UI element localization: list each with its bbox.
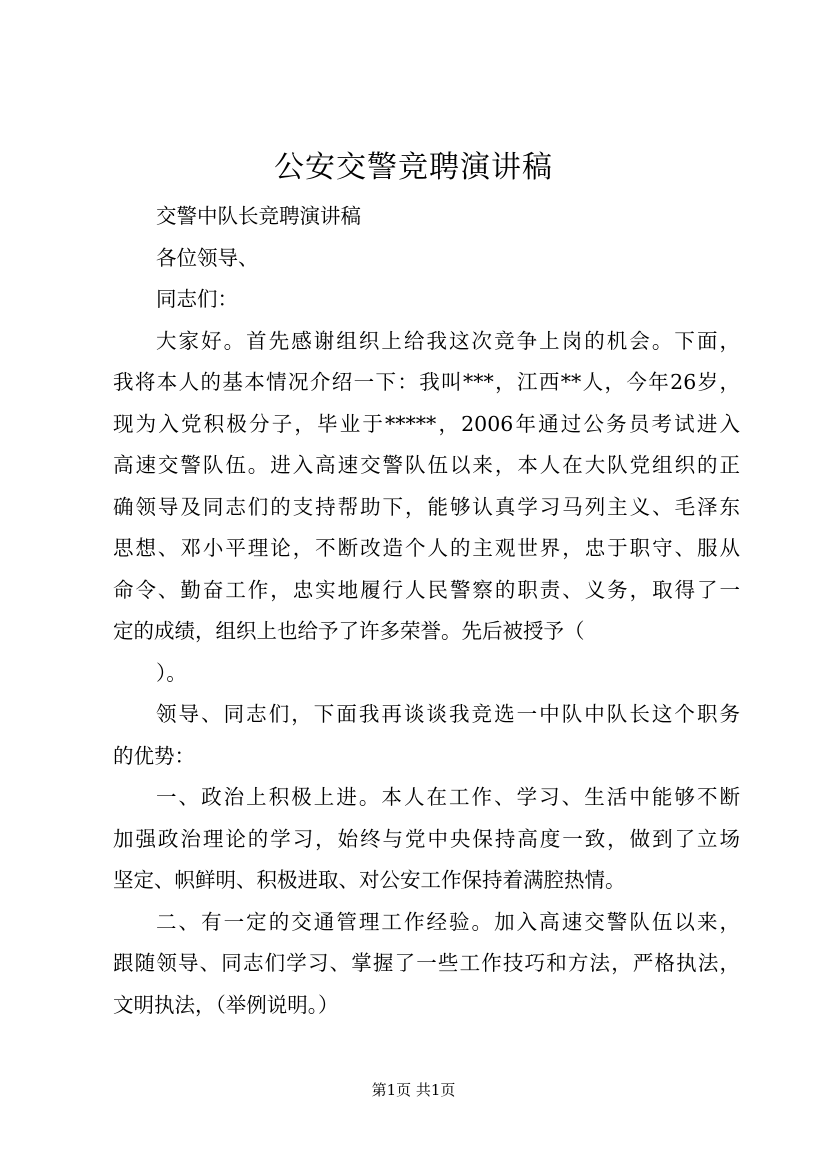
paragraph-line: 大家好。首先感谢组织上给我这次竞争上岗的机会。下面，: [156, 328, 740, 353]
paragraph-line: 领导、同志们，下面我再谈谈我竞选一中队中队长这个职务: [156, 702, 740, 726]
subtitle-line: 交警中队长竞聘演讲稿: [156, 204, 361, 228]
salutation-line: 同志们：: [156, 287, 238, 311]
paragraph-line: 命令、勤奋工作，忠实地履行人民警察的职责、义务，取得了一: [113, 577, 740, 602]
paragraph-line: 确领导及同志们的支持帮助下，能够认真学习马列主义、毛泽东: [113, 494, 740, 519]
page-footer: 第1页 共1页: [371, 1081, 456, 1099]
paragraph-line: 我将本人的基本情况介绍一下：我叫***，江西**人，今年26岁，: [113, 370, 740, 394]
document-body: [113, 196, 740, 1026]
paragraph-line: 二、有一定的交通管理工作经验。加入高速交警队伍以来，: [156, 909, 740, 934]
paragraph-line: 定的成绩，组织上也给予了许多荣誉。先后被授予（: [113, 619, 585, 643]
salutation-line: 各位领导、: [156, 245, 259, 270]
document-title: 公安交警竞聘演讲稿: [274, 150, 553, 185]
paragraph-line: ）。: [156, 660, 187, 685]
paragraph-line: 现为入党积极分子，毕业于*****，2006年通过公务员考试进入: [113, 411, 740, 436]
paragraph-line: 思想、邓小平理论，不断改造个人的主观世界，忠于职守、服从: [113, 536, 740, 560]
paragraph-line: 的优势：: [113, 743, 195, 768]
paragraph-line: 跟随领导、同志们学习、掌握了一些工作技巧和方法，严格执法，: [113, 951, 740, 975]
paragraph-line: 加强政治理论的学习，始终与党中央保持高度一致，做到了立场: [113, 826, 740, 851]
paragraph-line: 高速交警队伍。进入高速交警队伍以来，本人在大队党组织的正: [113, 453, 740, 477]
paragraph-line: 文明执法，（举例说明。）: [113, 992, 339, 1017]
paragraph-line: 一、政治上积极上进。本人在工作、学习、生活中能够不断: [156, 785, 740, 809]
paragraph-line: 坚定、帜鲜明、积极进取、对公安工作保持着满腔热情。: [113, 868, 626, 892]
